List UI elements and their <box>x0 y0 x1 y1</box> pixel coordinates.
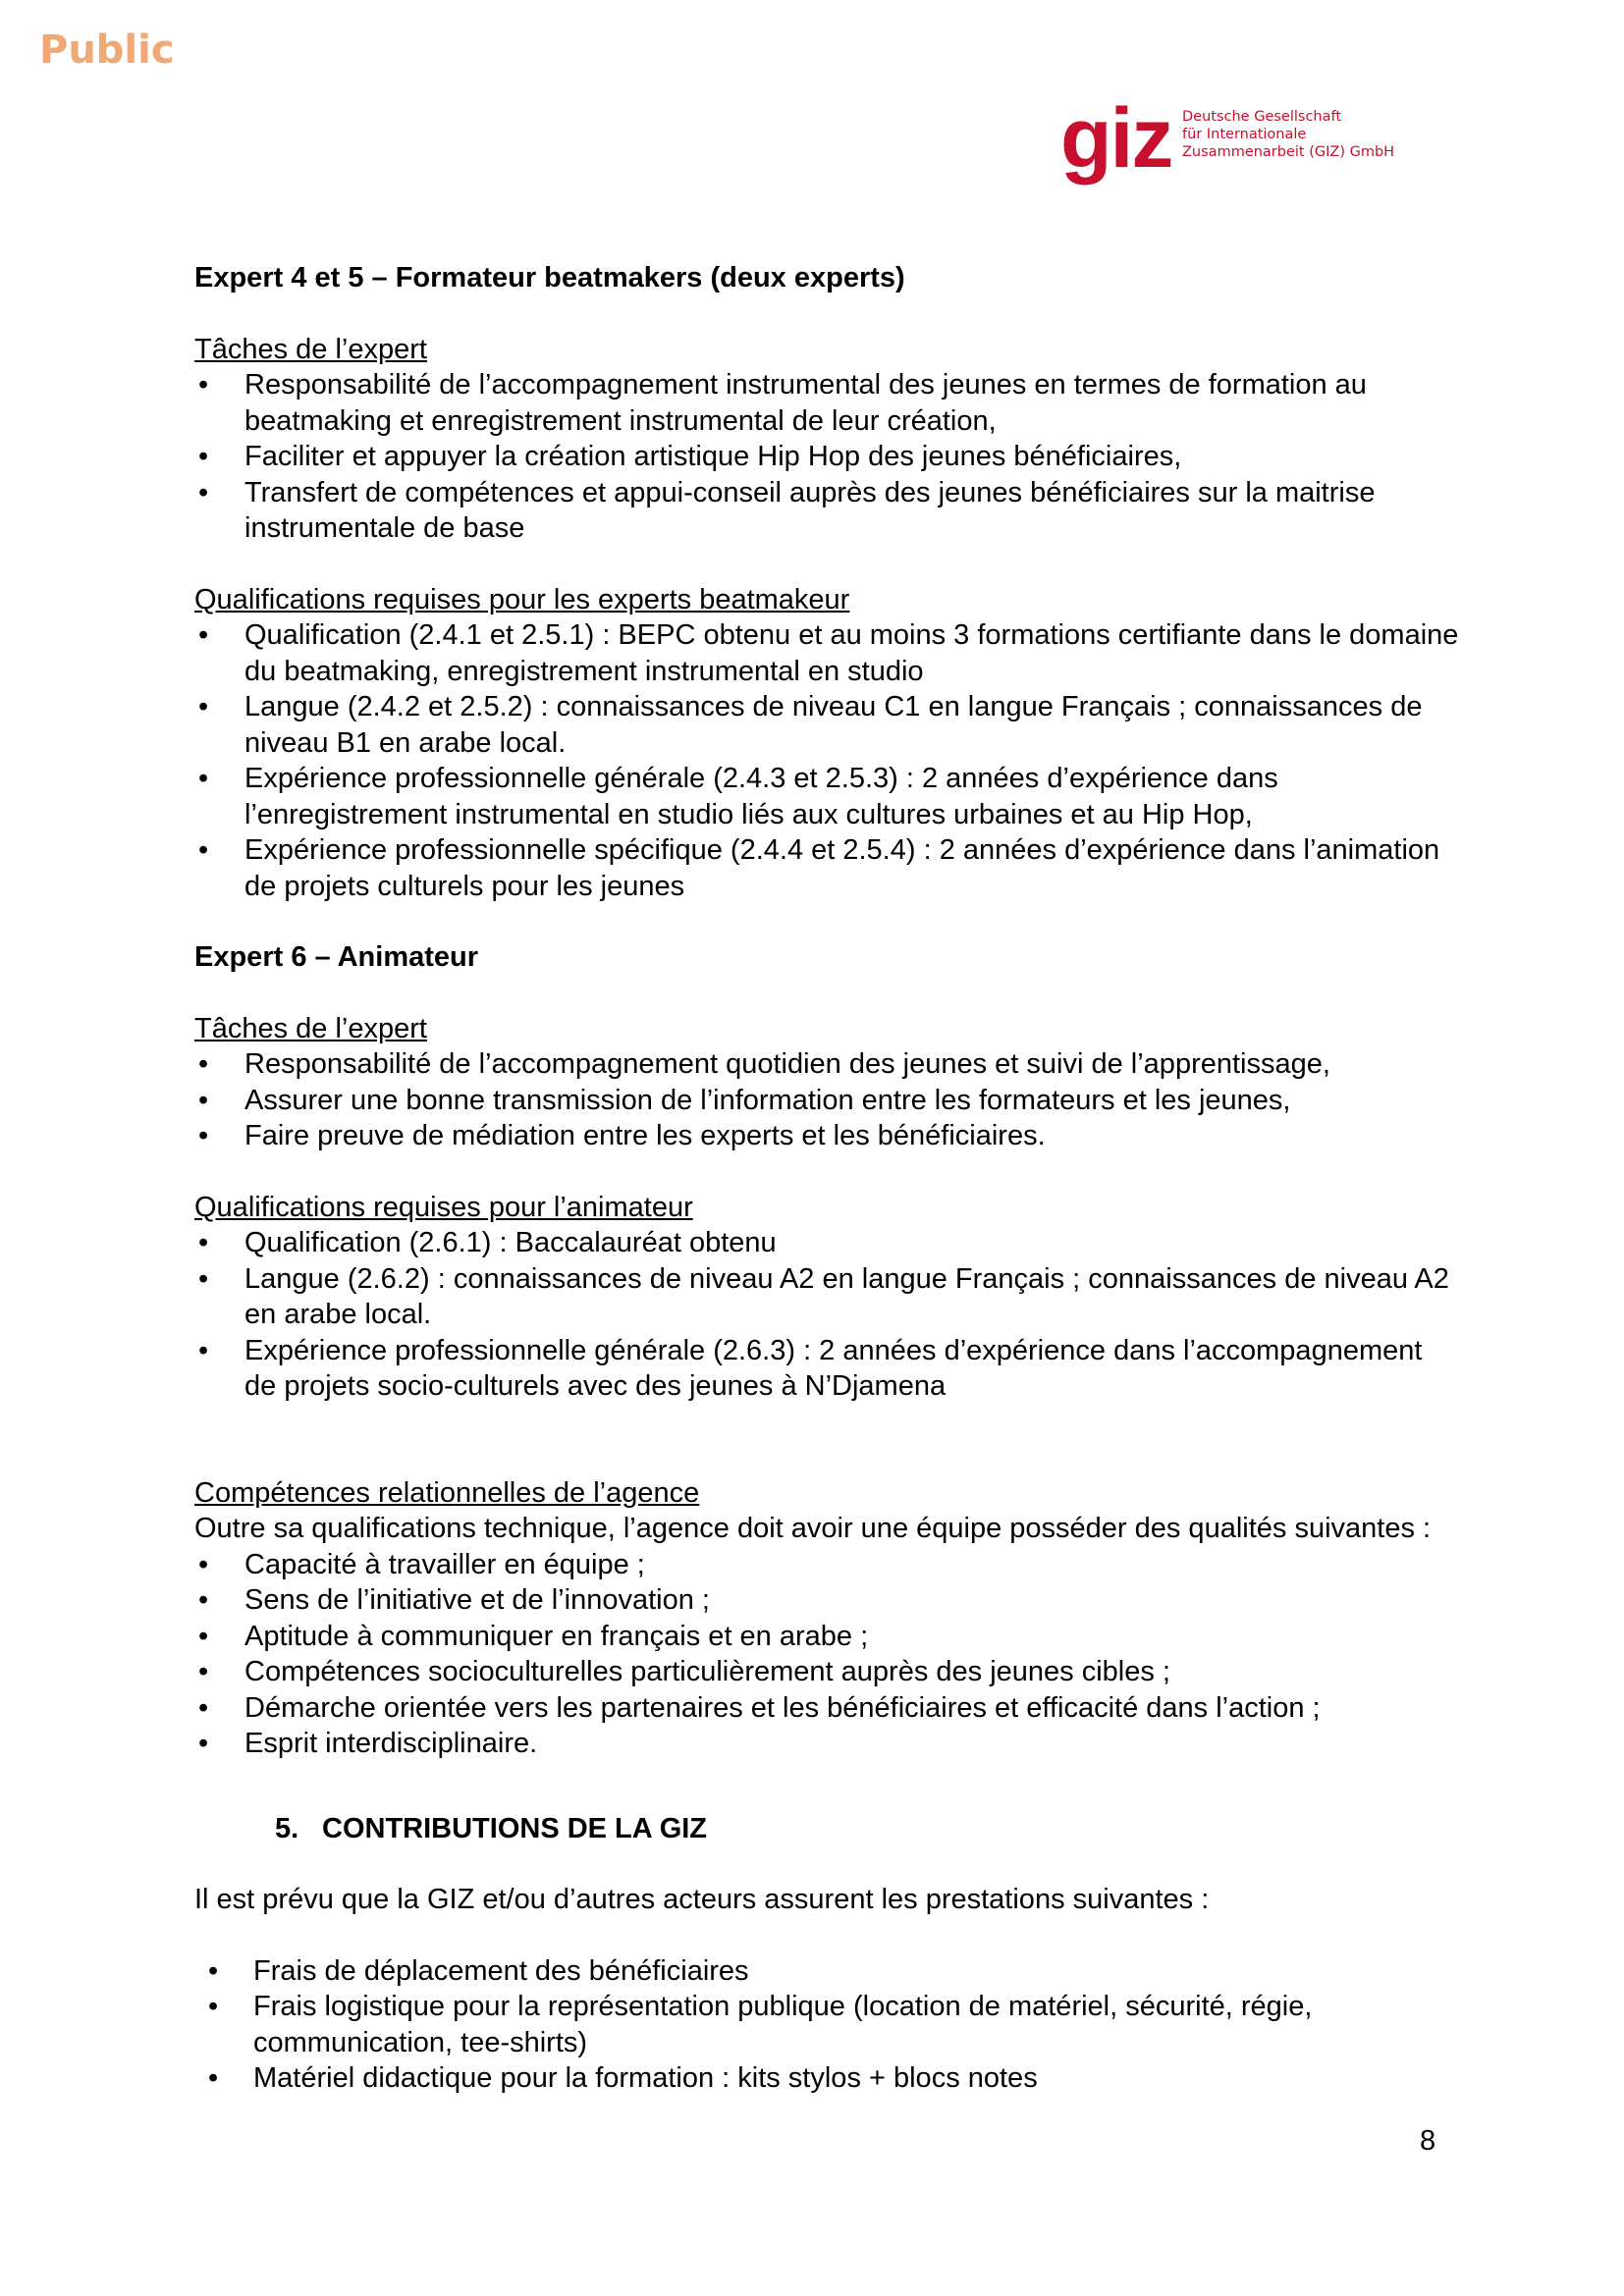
expert45-tasks-heading: Tâches de l’expert <box>194 333 427 365</box>
logo-line: Zusammenarbeit (GIZ) GmbH <box>1182 144 1395 160</box>
list-item: • Capacité à travailler en équipe ; <box>194 1547 1461 1583</box>
list-item: • Transfert de compétences et appui-conseil auprès des jeunes bénéficiaires sur la maitrise instrumentale de base <box>194 475 1461 547</box>
expert6-tasks-list <box>194 1046 1461 1154</box>
classification-label: Public <box>39 27 175 73</box>
expert6-quals-list <box>194 1225 1461 1405</box>
list-item: • Qualification (2.4.1 et 2.5.1) : BEPC obtenu et au moins 3 formations certifiante dans le domaine du beatmaking, enregistrement instrumental en studio <box>194 617 1461 689</box>
list-item: • Frais logistique pour la représentation publique (location de matériel, sécurité, régie, communication, tee-shirts) <box>194 1989 1461 2060</box>
list-item: • Assurer une bonne transmission de l’information entre les formateurs et les jeunes, <box>194 1083 1461 1119</box>
logo-line: Deutsche Gesellschaft <box>1182 109 1342 125</box>
agency-skills-list <box>194 1547 1461 1762</box>
giz-logo-mark: giz <box>1060 91 1172 186</box>
list-item: • Faciliter et appuyer la création artistique Hip Hop des jeunes bénéficiaires, <box>194 439 1461 475</box>
list-item: • Compétences socioculturelles particulièrement auprès des jeunes cibles ; <box>194 1654 1461 1690</box>
expert45-quals-list <box>194 617 1461 904</box>
section-title-text: CONTRIBUTIONS DE LA GIZ <box>322 1812 708 1844</box>
list-item: • Matériel didactique pour la formation : kits stylos + blocs notes <box>194 2060 1461 2097</box>
list-item: • Responsabilité de l’accompagnement quotidien des jeunes et suivi de l’apprentissage, <box>194 1046 1461 1083</box>
expert6-title: Expert 6 – Animateur <box>194 941 479 973</box>
page-number: 8 <box>1420 2125 1436 2157</box>
expert6-tasks-heading: Tâches de l’expert <box>194 1012 427 1044</box>
expert45-title: Expert 4 et 5 – Formateur beatmakers (deux experts) <box>194 262 905 294</box>
expert45-quals-heading: Qualifications requises pour les experts beatmakeur <box>194 583 850 615</box>
section-5-list <box>194 1953 1461 2097</box>
list-item: • Expérience professionnelle générale (2.4.3 et 2.5.3) : 2 années d’expérience dans l’enregistrement instrumental en studio liés aux cultures urbaines et au Hip Hop, <box>194 761 1461 832</box>
document-body <box>194 260 1461 2097</box>
list-item: • Démarche orientée vers les partenaires et les bénéficiaires et efficacité dans l’action ; <box>194 1690 1461 1727</box>
agency-heading: Compétences relationnelles de l’agence <box>194 1476 700 1509</box>
section-5-title <box>194 1811 1461 1847</box>
list-item: • Expérience professionnelle spécifique (2.4.4 et 2.5.4) : 2 années d’expérience dans l’animation de projets culturels pour les jeunes <box>194 832 1461 904</box>
list-item: • Langue (2.4.2 et 2.5.2) : connaissances de niveau C1 en langue Français ; connaissances de niveau B1 en arabe local. <box>194 689 1461 761</box>
section-5-intro: Il est prévu que la GIZ et/ou d’autres acteurs assurent les prestations suivantes : <box>194 1884 1210 1915</box>
list-item: • Faire preuve de médiation entre les experts et les bénéficiaires. <box>194 1118 1461 1154</box>
list-item: • Esprit interdisciplinaire. <box>194 1726 1461 1762</box>
logo-line: für Internationale <box>1182 127 1307 142</box>
list-item: • Frais de déplacement des bénéficiaires <box>194 1953 1461 1990</box>
list-item: • Qualification (2.6.1) : Baccalauréat obtenu <box>194 1225 1461 1261</box>
agency-intro: Outre sa qualifications technique, l’agence doit avoir une équipe posséder des qualités suivantes : <box>194 1513 1432 1544</box>
list-item: • Aptitude à communiquer en français et en arabe ; <box>194 1619 1461 1655</box>
section-number: 5. <box>275 1812 299 1844</box>
list-item: • Expérience professionnelle générale (2.6.3) : 2 années d’expérience dans l’accompagnement de projets socio-culturels avec des jeunes à N’Djamena <box>194 1333 1461 1405</box>
list-item: • Langue (2.6.2) : connaissances de niveau A2 en langue Français ; connaissances de niveau A2 en arabe local. <box>194 1261 1461 1333</box>
expert45-tasks-list <box>194 367 1461 547</box>
list-item: • Responsabilité de l’accompagnement instrumental des jeunes en termes de formation au beatmaking et enregistrement instrumental de leur création, <box>194 367 1461 439</box>
list-item: • Sens de l’initiative et de l’innovation ; <box>194 1582 1461 1619</box>
giz-logo <box>1060 91 1414 190</box>
giz-logo-text <box>1182 108 1394 161</box>
expert6-quals-heading: Qualifications requises pour l’animateur <box>194 1191 693 1223</box>
